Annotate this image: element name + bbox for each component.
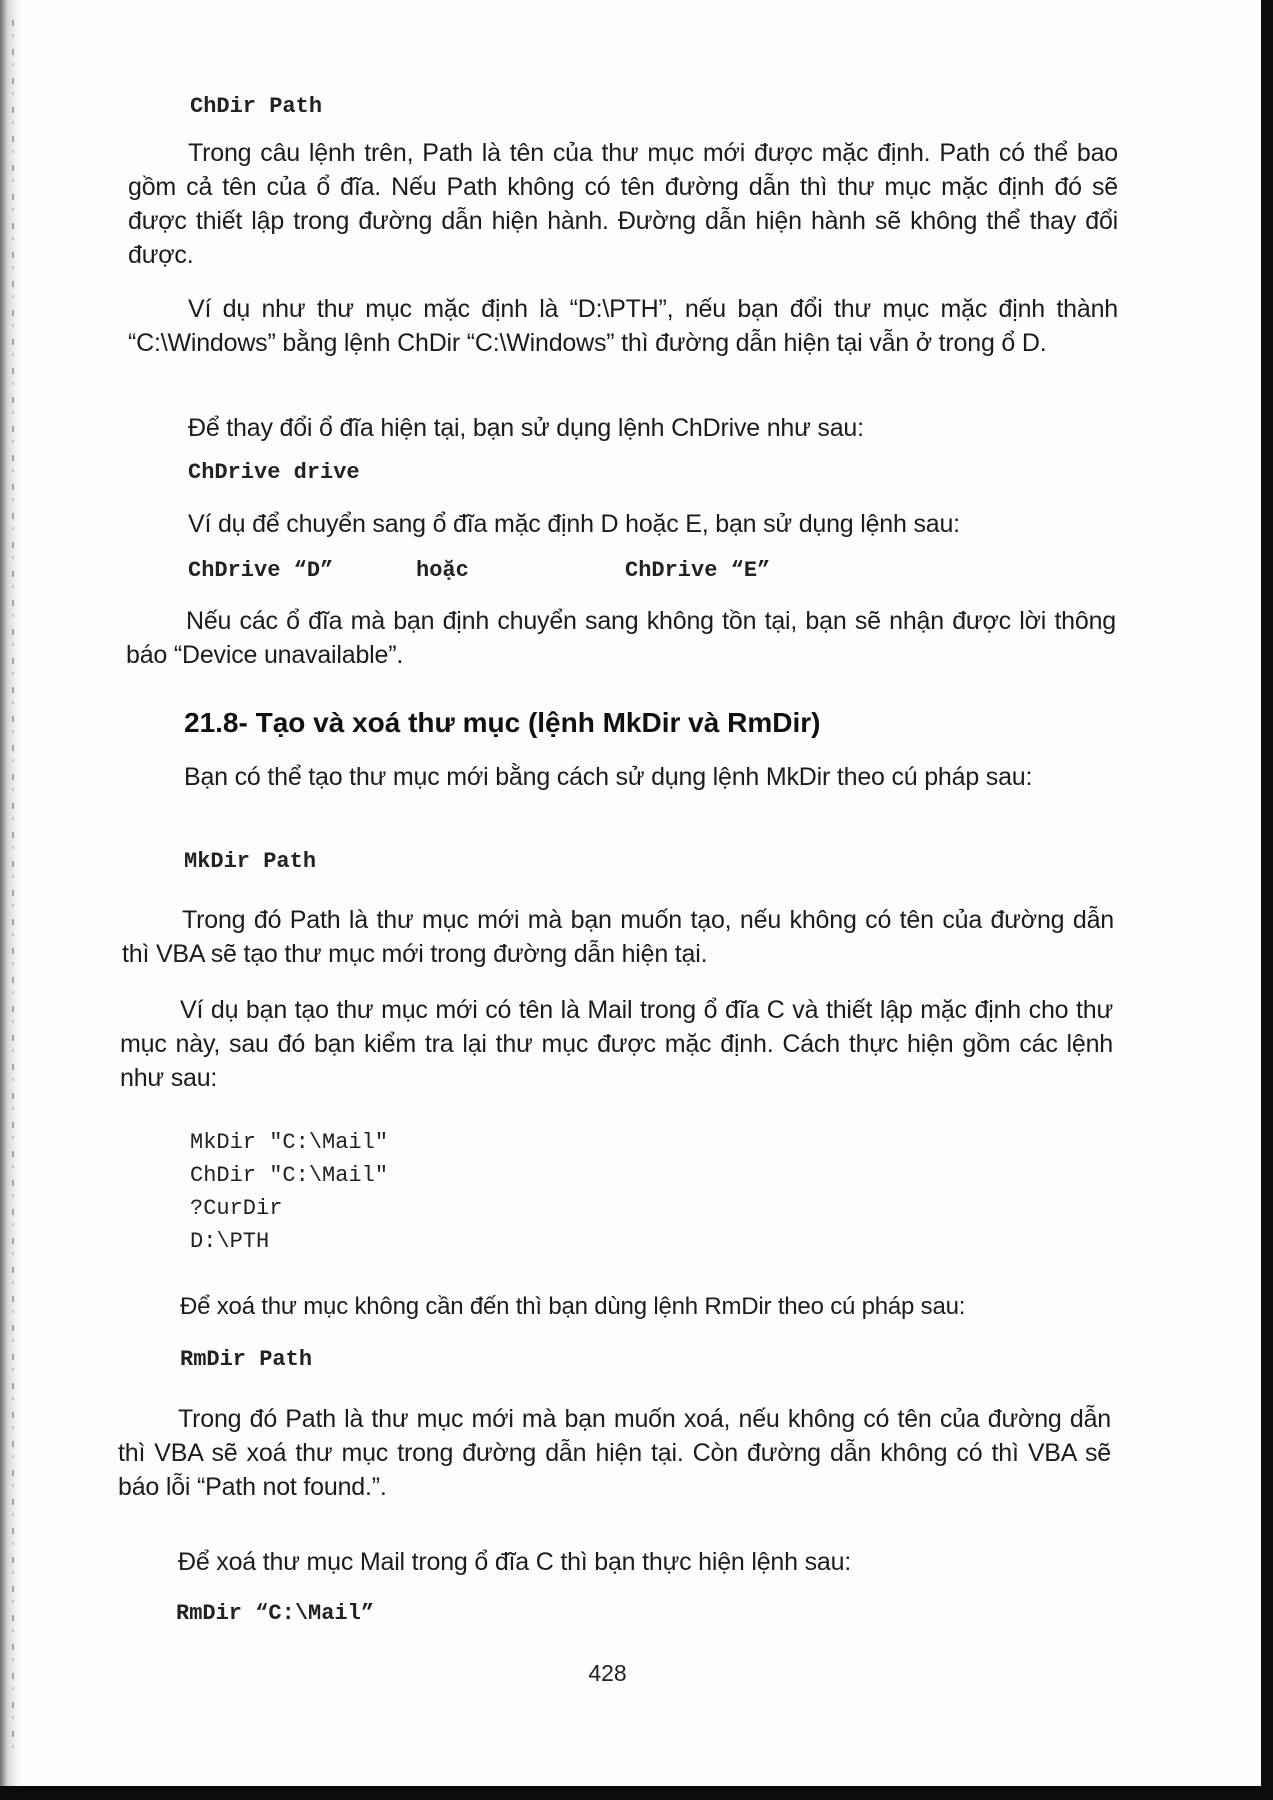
code-example-block (190, 1126, 388, 1258)
paragraph-chdrive-intro: Để thay đổi ổ đĩa hiện tại, bạn sử dụng lệnh ChDrive như sau: (188, 414, 864, 442)
paragraph-rmdir-intro: Để xoá thư mục không cần đến thì bạn dùng lệnh RmDir theo cú pháp sau: (180, 1293, 966, 1320)
code-or-label: hoặc (416, 558, 469, 583)
paragraph-chdrive-example: Ví dụ để chuyển sang ổ đĩa mặc định D hoặc E, bạn sử dụng lệnh sau: (188, 510, 960, 538)
paragraph-rmdir-example: Để xoá thư mục Mail trong ổ đĩa C thì bạn thực hiện lệnh sau: (178, 1548, 852, 1576)
code-rmdir-path: RmDir Path (180, 1347, 313, 1372)
code-chdrive-d: ChDrive “D” (188, 558, 334, 583)
right-scan-border (1261, 0, 1273, 1800)
section-heading-21-8: 21.8- Tạo và xoá thư mục (lệnh MkDir và RmDir) (184, 707, 821, 738)
paragraph-mkdir-explanation: Trong đó Path là thư mục mới mà bạn muốn tạo, nếu không có tên của đường dẫn thì VBA sẽ tạo thư mục mới trong đường dẫn hiện tại. (122, 906, 1114, 968)
paragraph-rmdir-explanation: Trong đó Path là thư mục mới mà bạn muốn xoá, nếu không có tên của đường dẫn thì VBA sẽ xoá thư mục trong đường dẫn hiện tại. Còn đường dẫn không có thì VBA sẽ báo lỗi “Path not found.”. (118, 1405, 1111, 1501)
code-chdir-path: ChDir Path (190, 94, 323, 119)
code-line: MkDir "C:\Mail" (190, 1130, 389, 1155)
code-mkdir-path: MkDir Path (184, 849, 317, 874)
paragraph-mkdir-example: Ví dụ bạn tạo thư mục mới có tên là Mail trong ổ đĩa C và thiết lập mặc định cho thư mục này, sau đó bạn kiểm tra lại thư mục được mặc định. Cách thực hiện gồm các lệnh như sau: (120, 996, 1113, 1092)
paragraph-device-unavailable: Nếu các ổ đĩa mà bạn định chuyển sang không tồn tại, bạn sẽ nhận được lời thông báo “Device unavailable”. (126, 607, 1116, 669)
code-line: D:\PTH (190, 1229, 270, 1254)
paragraph-chdir-example: Ví dụ như thư mục mặc định là “D:\PTH”, nếu bạn đổi thư mục mặc định thành “C:\Windows” bằng lệnh ChDir “C:\Windows” thì đường dẫn hiện tại vẫn ở trong ổ D. (128, 295, 1118, 357)
code-line: ?CurDir (190, 1196, 283, 1221)
binding-edge (0, 0, 22, 1800)
paragraph-chdir-explanation: Trong câu lệnh trên, Path là tên của thư mục mới được mặc định. Path có thể bao gồm cả tên của ổ đĩa. Nếu Path không có tên đường dẫn thì thư mục mặc định đó sẽ được thiết lập trong đường dẫn hiện hành. Đường dẫn hiện hành sẽ không thể thay đổi được. (128, 139, 1118, 269)
code-chdrive-drive: ChDrive drive (188, 460, 360, 485)
bottom-scan-border (0, 1786, 1273, 1800)
code-chdrive-e: ChDrive “E” (625, 558, 771, 583)
paragraph-mkdir-intro: Bạn có thể tạo thư mục mới bằng cách sử dụng lệnh MkDir theo cú pháp sau: (184, 763, 1033, 791)
code-line: ChDir "C:\Mail" (190, 1163, 389, 1188)
page-number: 428 (588, 1660, 627, 1686)
code-rmdir-mail: RmDir “C:\Mail” (176, 1601, 375, 1626)
